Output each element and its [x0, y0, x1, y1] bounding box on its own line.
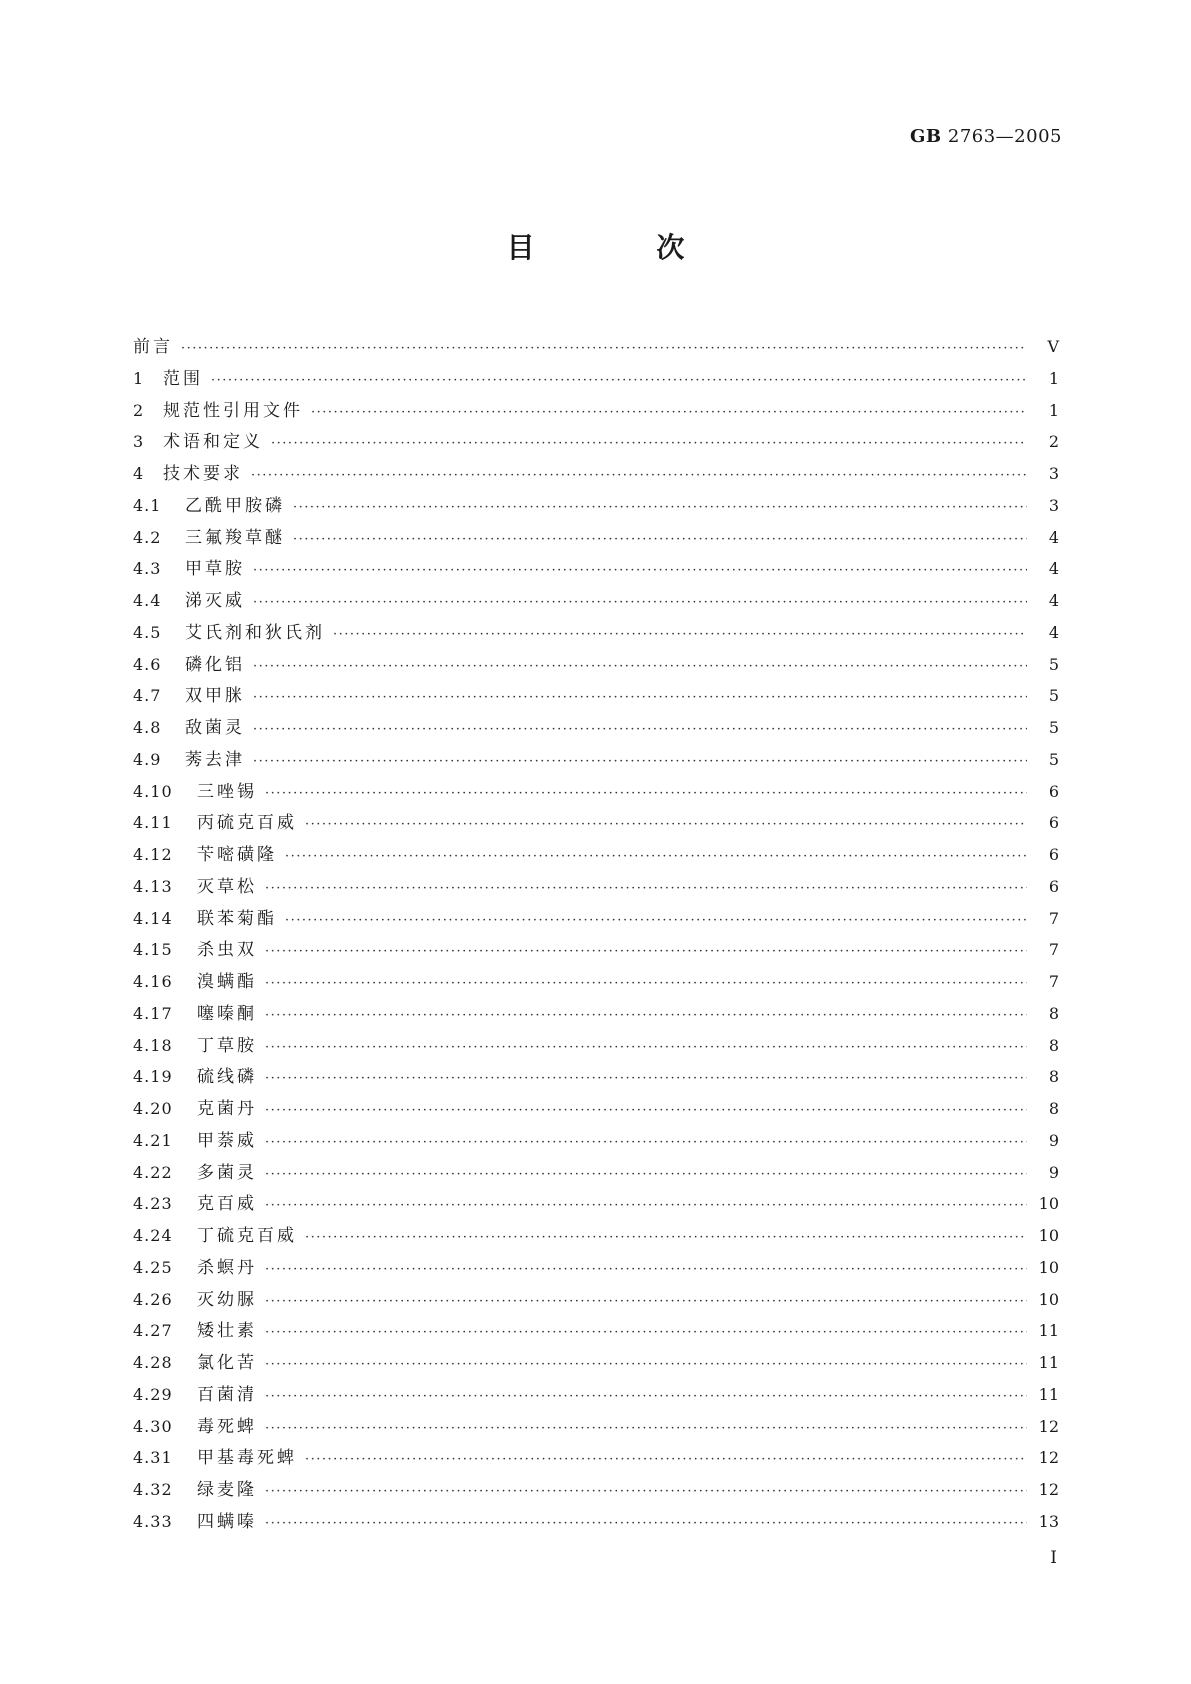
toc-entry[interactable]: [133, 585, 1059, 617]
toc-entry-number: 4: [133, 464, 145, 483]
toc-entry-page: 10: [1038, 1257, 1059, 1277]
toc-entry-page: 8: [1048, 1003, 1059, 1023]
toc-entry-page: 5: [1048, 654, 1059, 674]
toc-entry[interactable]: [133, 1347, 1059, 1379]
toc-dot-leader: [265, 936, 1027, 968]
toc-dot-leader: [265, 968, 1027, 1000]
toc-entry-number: 4.16: [133, 972, 173, 991]
toc-entry-title: 甲基毒死蜱: [197, 1448, 297, 1469]
toc-entry[interactable]: [133, 903, 1059, 935]
toc-entry-title: 毒死蜱: [197, 1416, 257, 1437]
toc-entry[interactable]: [133, 998, 1059, 1030]
toc-entry-page: 8: [1048, 1067, 1059, 1087]
standard-code: [910, 126, 1062, 147]
toc-entry-page: 6: [1048, 781, 1059, 801]
toc-entry-page: 12: [1038, 1480, 1059, 1499]
toc-entry-page: 6: [1048, 876, 1059, 896]
toc-entry-title: 丁硫克百威: [197, 1226, 297, 1246]
toc-entry[interactable]: [133, 1411, 1059, 1443]
page-title: 目 次: [506, 231, 741, 264]
toc-entry-title: 氯化苦: [197, 1353, 257, 1373]
toc-entry-number: 4.14: [133, 908, 173, 928]
toc-dot-leader: [253, 555, 1027, 587]
toc-entry-title: 苄嘧磺隆: [197, 845, 277, 865]
toc-entry-number: 4.22: [133, 1162, 173, 1182]
toc-dot-leader: [305, 809, 1027, 841]
toc-dot-leader: [265, 1317, 1027, 1349]
toc-dot-leader: [265, 1127, 1027, 1159]
toc-entry-number: 3: [133, 432, 145, 452]
toc-entry-number: 4.8: [133, 718, 162, 737]
toc-entry[interactable]: [133, 839, 1059, 871]
toc-entry-page: 11: [1038, 1321, 1059, 1341]
toc-entry-number: 4.33: [133, 1511, 173, 1531]
toc-entry-number: 4.29: [133, 1384, 173, 1404]
toc-entry-title: 磷化铝: [185, 654, 245, 675]
toc-entry-page: 9: [1048, 1162, 1059, 1182]
toc-dot-leader: [265, 873, 1027, 905]
toc-entry[interactable]: [133, 1442, 1059, 1474]
toc-dot-leader: [253, 587, 1027, 619]
toc-entry-title: 矮壮素: [197, 1321, 257, 1342]
toc-entry-title: 硫线磷: [197, 1067, 257, 1088]
toc-entry[interactable]: [133, 1093, 1059, 1125]
toc-entry[interactable]: [133, 1252, 1059, 1284]
toc-entry[interactable]: [133, 649, 1059, 681]
toc-entry-page: 5: [1048, 718, 1059, 737]
toc-dot-leader: [253, 682, 1027, 714]
toc-entry-title: 杀螟丹: [197, 1257, 257, 1278]
toc-entry-number: 4.4: [133, 591, 162, 610]
table-of-contents: [133, 331, 1059, 1538]
toc-entry-title: 甲草胺: [185, 559, 245, 580]
toc-entry-title: 术语和定义: [163, 432, 263, 453]
toc-entry-number: 4.12: [133, 845, 173, 864]
toc-entry[interactable]: [133, 712, 1059, 744]
toc-entry-title: 灭草松: [197, 876, 257, 897]
toc-entry-page: 1: [1048, 400, 1059, 420]
toc-entry-title: 噻嗪酮: [197, 1003, 257, 1024]
toc-dot-leader: [265, 1286, 1027, 1318]
toc-entry-title: 溴螨酯: [197, 972, 257, 992]
toc-dot-leader: [265, 1063, 1027, 1095]
toc-entry-page: 4: [1048, 559, 1059, 579]
toc-entry-title: 三唑锡: [197, 781, 257, 802]
toc-entry[interactable]: [133, 807, 1059, 839]
toc-entry[interactable]: [133, 617, 1059, 649]
standard-code-number: 2763—2005: [947, 126, 1062, 147]
toc-dot-leader: [253, 651, 1027, 683]
toc-entry[interactable]: [133, 744, 1059, 776]
toc-entry-number: 4.10: [133, 781, 173, 801]
toc-entry-number: 4.28: [133, 1353, 173, 1372]
toc-dot-leader: [285, 841, 1027, 873]
toc-dot-leader: [285, 905, 1027, 937]
footer-page-number: I: [1050, 1548, 1057, 1568]
toc-entry-title: 涕灭威: [185, 591, 245, 611]
toc-entry-number: 4.21: [133, 1130, 173, 1150]
toc-entry-number: 4.2: [133, 527, 162, 547]
standard-code-prefix: GB: [910, 126, 942, 147]
toc-entry-page: 11: [1038, 1353, 1059, 1372]
toc-entry[interactable]: [133, 1315, 1059, 1347]
toc-entry-number: 4.5: [133, 622, 162, 642]
toc-entry[interactable]: [133, 871, 1059, 903]
toc-dot-leader: [265, 1000, 1027, 1032]
toc-entry-page: 8: [1048, 1099, 1059, 1118]
toc-entry-number: 4.6: [133, 654, 162, 674]
toc-entry-title: 克百威: [197, 1194, 257, 1215]
toc-entry-title: 绿麦隆: [197, 1480, 257, 1500]
toc-entry-title: 敌菌灵: [185, 718, 245, 738]
toc-dot-leader: [265, 1413, 1027, 1445]
toc-entry-number: 4.13: [133, 876, 173, 896]
toc-entry-number: 4.32: [133, 1480, 173, 1499]
toc-entry[interactable]: [133, 522, 1059, 554]
toc-dot-leader: [265, 1476, 1027, 1508]
toc-entry-number: 4.26: [133, 1289, 173, 1309]
toc-dot-leader: [265, 1508, 1027, 1540]
toc-dot-leader: [305, 1222, 1027, 1254]
toc-entry-number: 4.20: [133, 1099, 173, 1118]
toc-entry[interactable]: [133, 1188, 1059, 1220]
toc-entry-page: 7: [1048, 940, 1059, 960]
toc-entry[interactable]: [133, 1379, 1059, 1411]
toc-entry[interactable]: [133, 490, 1059, 522]
toc-entry[interactable]: [133, 1125, 1059, 1157]
toc-dot-leader: [265, 1159, 1027, 1191]
toc-entry-page: 10: [1038, 1194, 1059, 1214]
toc-entry-page: 11: [1038, 1384, 1059, 1404]
toc-entry-page: 13: [1038, 1511, 1059, 1531]
toc-dot-leader: [251, 460, 1027, 492]
toc-entry-title: 范围: [163, 368, 203, 389]
toc-dot-leader: [265, 1381, 1027, 1413]
toc-entry-page: 5: [1048, 686, 1059, 706]
toc-entry[interactable]: [133, 966, 1059, 998]
toc-entry-page: 3: [1048, 464, 1059, 483]
toc-entry[interactable]: [133, 1506, 1059, 1538]
toc-entry-page: 12: [1038, 1416, 1059, 1436]
toc-entry-page: 6: [1048, 845, 1059, 864]
toc-entry[interactable]: [133, 458, 1059, 490]
toc-dot-leader: [265, 1254, 1027, 1286]
toc-entry[interactable]: [133, 1157, 1059, 1189]
toc-dot-leader: [181, 333, 1027, 365]
toc-entry[interactable]: [133, 331, 1059, 363]
toc-entry-title: 技术要求: [163, 464, 243, 484]
toc-entry[interactable]: [133, 553, 1059, 585]
toc-entry-title: 三氟羧草醚: [185, 527, 285, 548]
toc-entry-number: 4.11: [133, 813, 173, 833]
toc-entry[interactable]: [133, 363, 1059, 395]
toc-entry[interactable]: [133, 1220, 1059, 1252]
toc-entry[interactable]: [133, 776, 1059, 808]
toc-entry-number: 4.1: [133, 495, 162, 515]
toc-entry-page: 4: [1048, 622, 1059, 642]
toc-entry-title: 百菌清: [197, 1384, 257, 1405]
toc-entry-title: 克菌丹: [197, 1099, 257, 1119]
toc-entry[interactable]: [133, 395, 1059, 427]
toc-entry-title: 四螨嗪: [197, 1511, 257, 1532]
toc-entry-title: 莠去津: [185, 749, 245, 770]
toc-entry-title: 双甲脒: [185, 686, 245, 707]
toc-entry-number: 2: [133, 400, 145, 420]
toc-entry-title: 艾氏剂和狄氏剂: [185, 622, 325, 643]
toc-dot-leader: [253, 714, 1027, 746]
toc-dot-leader: [271, 428, 1027, 460]
toc-dot-leader: [253, 746, 1027, 778]
toc-entry-number: 4.7: [133, 686, 162, 706]
toc-dot-leader: [293, 492, 1027, 524]
toc-entry[interactable]: [133, 1284, 1059, 1316]
toc-entry-page: 4: [1048, 527, 1059, 547]
toc-dot-leader: [293, 524, 1027, 556]
toc-entry-number: 4.15: [133, 940, 173, 960]
toc-entry[interactable]: [133, 1030, 1059, 1062]
toc-dot-leader: [265, 1190, 1027, 1222]
toc-entry-number: 1: [133, 368, 145, 388]
toc-entry-number: 4.17: [133, 1003, 173, 1023]
toc-entry[interactable]: [133, 1474, 1059, 1506]
toc-entry-number: 4.25: [133, 1257, 173, 1277]
toc-entry-number: 4.23: [133, 1194, 173, 1214]
toc-dot-leader: [333, 619, 1027, 651]
toc-entry-page: V: [1047, 337, 1059, 356]
toc-entry-page: 2: [1048, 432, 1059, 452]
toc-entry-number: 4.30: [133, 1416, 173, 1436]
toc-dot-leader: [265, 1349, 1027, 1381]
toc-entry-page: 3: [1048, 495, 1059, 515]
toc-entry-number: 4.24: [133, 1226, 173, 1245]
toc-entry-title: 杀虫双: [197, 940, 257, 961]
toc-entry-page: 10: [1038, 1289, 1059, 1309]
toc-entry[interactable]: [133, 680, 1059, 712]
toc-entry-page: 8: [1048, 1035, 1059, 1055]
toc-entry-page: 12: [1038, 1448, 1059, 1468]
toc-dot-leader: [265, 1095, 1027, 1127]
toc-entry-page: 6: [1048, 813, 1059, 833]
toc-entry-page: 1: [1048, 368, 1059, 388]
toc-entry-number: 4.3: [133, 559, 162, 579]
toc-entry-page: 7: [1048, 908, 1059, 928]
toc-dot-leader: [305, 1444, 1027, 1476]
toc-entry-page: 10: [1038, 1226, 1059, 1245]
toc-entry-number: 4.19: [133, 1067, 173, 1087]
toc-entry-number: 4.18: [133, 1035, 173, 1055]
toc-entry[interactable]: [133, 1061, 1059, 1093]
toc-entry[interactable]: [133, 934, 1059, 966]
toc-entry-number: 4.31: [133, 1448, 173, 1468]
toc-entry-page: 7: [1048, 972, 1059, 991]
toc-entry-title: 规范性引用文件: [163, 400, 303, 421]
toc-entry-title: 前言: [133, 337, 173, 357]
toc-entry-number: 4.27: [133, 1321, 173, 1341]
toc-entry-title: 乙酰甲胺磷: [185, 495, 285, 516]
toc-entry[interactable]: [133, 426, 1059, 458]
toc-entry-page: 5: [1048, 749, 1059, 769]
toc-entry-title: 多菌灵: [197, 1162, 257, 1183]
toc-dot-leader: [265, 778, 1027, 810]
toc-entry-title: 丙硫克百威: [197, 813, 297, 834]
toc-dot-leader: [211, 365, 1027, 397]
toc-entry-title: 灭幼脲: [197, 1289, 257, 1310]
toc-entry-title: 联苯菊酯: [197, 908, 277, 929]
toc-entry-number: 4.9: [133, 749, 162, 769]
toc-dot-leader: [265, 1032, 1027, 1064]
toc-dot-leader: [311, 397, 1027, 429]
toc-entry-page: 9: [1048, 1130, 1059, 1150]
toc-entry-title: 丁草胺: [197, 1035, 257, 1056]
toc-entry-page: 4: [1048, 591, 1059, 610]
toc-entry-title: 甲萘威: [197, 1130, 257, 1151]
